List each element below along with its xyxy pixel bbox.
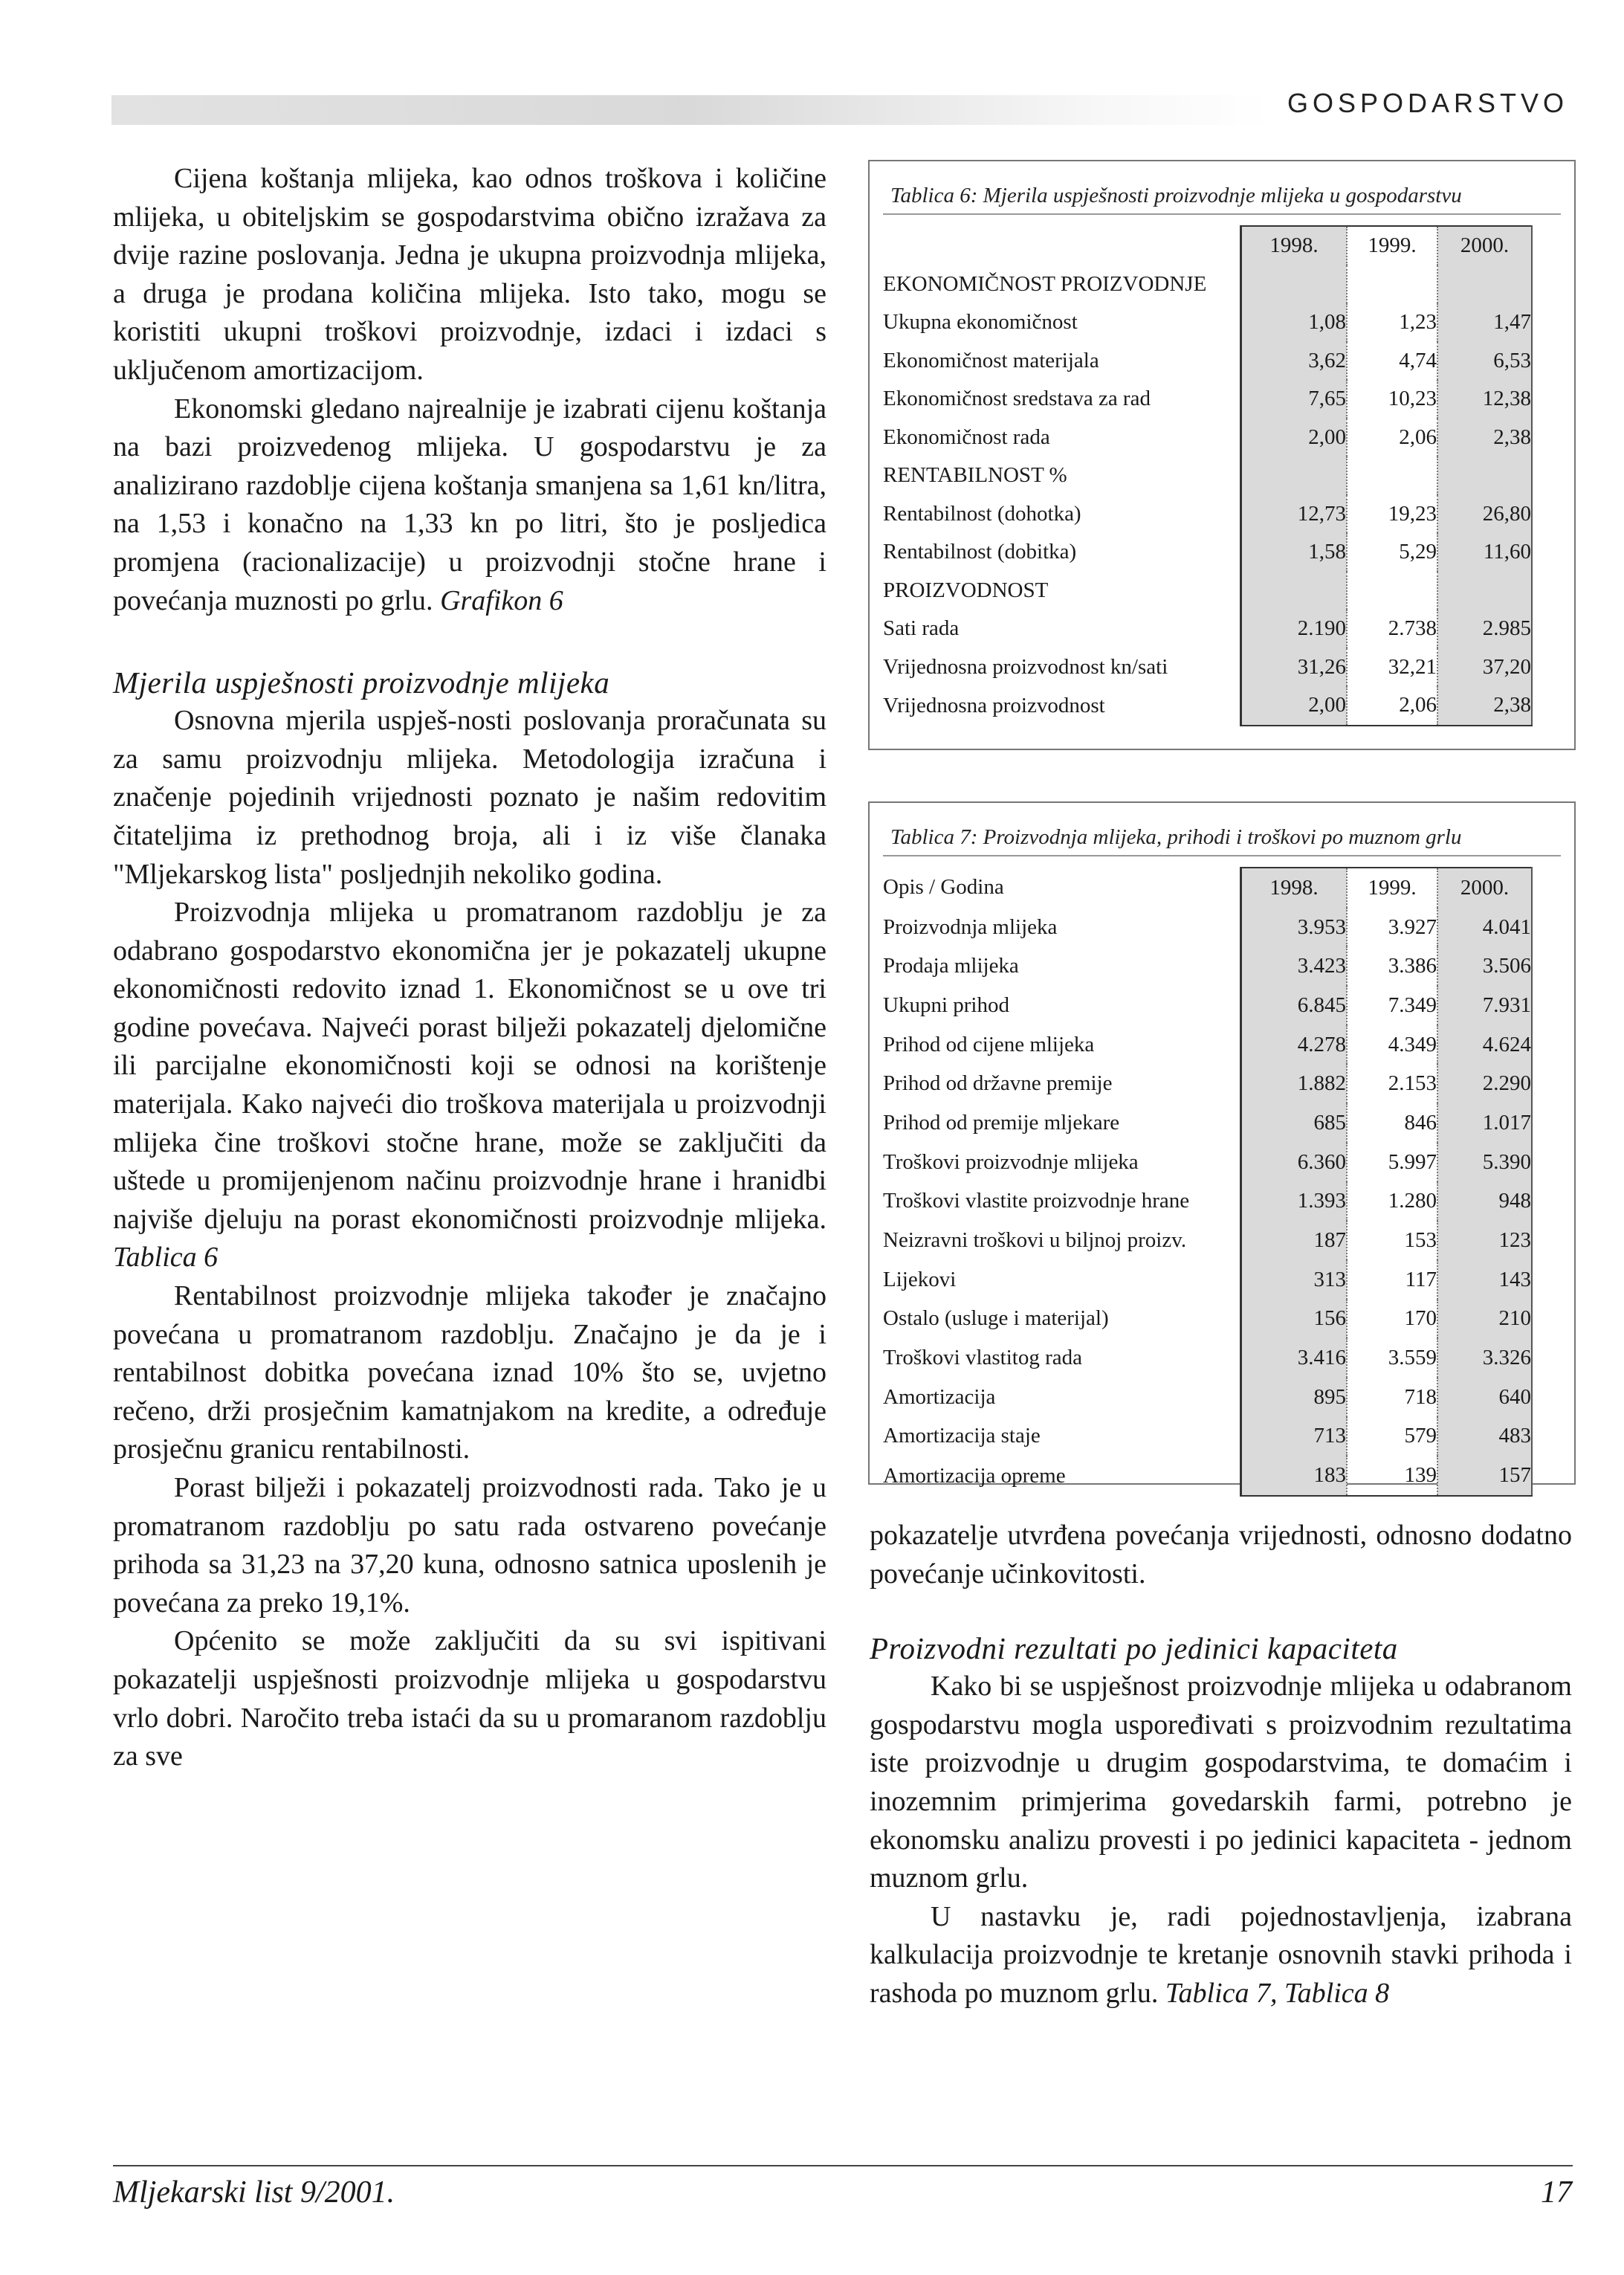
year-header: 1999. <box>1347 226 1437 265</box>
caption-divider <box>883 213 1561 215</box>
table-header-row <box>883 226 1532 265</box>
paragraph: Kako bi se uspješnost proizvodnje mlijeka u odabranom gospodarstvu mogla uspoređivati s proizvodnim rezultatima iste proizvodnje u drugim gospodarstvima, te domaćim i inozemnim primjerima govedarskih farmi, potrebno je ekonomsku analizu provesti i po jedinici kapaciteta - jednom muznom grlu. <box>870 1671 1572 1894</box>
table-row: Proizvodnja mlijeka 3.953 3.927 4.041 <box>883 908 1532 947</box>
paragraph <box>870 1898 1572 2013</box>
table-row: Amortizacija opreme 183 139 157 <box>883 1456 1532 1496</box>
journal-name: Mljekarski list 9/2001. <box>113 2175 395 2210</box>
table-7 <box>868 801 1576 1488</box>
table-6 <box>868 160 1576 750</box>
table-6-data <box>883 225 1533 726</box>
page-number: 17 <box>1541 2175 1572 2210</box>
header-label: Opis / Godina <box>883 875 1004 900</box>
section-heading: Mjerila uspješnosti proizvodnje mlijeka <box>113 665 610 700</box>
table-row: Neizravni troškovi u biljnoj proizv. 187 153 123 <box>883 1221 1532 1260</box>
table-row: Rentabilnost (dobitka) 1,58 5,29 11,60 <box>883 533 1532 572</box>
table-row: Ukupna ekonomičnost 1,08 1,23 1,47 <box>883 303 1532 342</box>
table-row: Prihod od cijene mlijeka 4.278 4.349 4.624 <box>883 1025 1532 1065</box>
table-row: Vrijednosna proizvodnost kn/sati 31,26 32,21 37,20 <box>883 648 1532 687</box>
table-caption: Tablica 7: Proizvodnja mlijeka, prihodi i troškovi po muznom grlu <box>890 825 1462 849</box>
year-header: 1998. <box>1241 868 1348 908</box>
table-reference: Tablica 7, Tablica 8 <box>1165 1977 1390 2009</box>
caption-divider <box>883 855 1561 856</box>
year-header: 2000. <box>1437 868 1532 908</box>
paragraph-text: U nastavku je, radi pojednostavljenja, izabrana kalkulacija proizvodnje te kretanje osnovnih stavki prihoda i rashoda po muznom grlu. <box>870 1900 1572 2009</box>
table-row: Ekonomičnost materijala 3,62 4,74 6,53 <box>883 342 1532 381</box>
paragraph: Osnovna mjerila uspješ-nosti poslovanja proračunata su za samu proizvodnju mlijeka. Metodologija izračuna i značenje pojedinih vrijednosti poznato je našim redovitim čitateljima iz prethodnog broja, ali i iz više članaka "Mljekarskog lista" posljednjih nekoliko godina. <box>113 705 826 890</box>
table-row: Troškovi proizvodnje mlijeka 6.360 5.997 5.390 <box>883 1143 1532 1182</box>
paragraph: Cijena koštanja mlijeka, kao odnos troškova i količine mlijeka, u obiteljskim se gospodarstvima obično izražava za dvije razine poslovanja. Jedna je ukupna proizvodnja mlijeka, a druga je prodana količina mlijeka. Isto tako, mogu se koristiti ukupni troškovi proizvodnje, izdaci i izdaci s uključenom amortizacijom. <box>113 163 826 386</box>
section-heading: Proizvodni rezultati po jedinici kapaciteta <box>870 1631 1398 1666</box>
table-row: PROIZVODNOST <box>883 572 1532 610</box>
table-row: Vrijednosna proizvodnost 2,00 2,06 2,38 <box>883 686 1532 726</box>
table-row: Ostalo (usluge i materijal) 156 170 210 <box>883 1300 1532 1339</box>
table-row: Troškovi vlastitog rada 3.416 3.559 3.326 <box>883 1338 1532 1378</box>
table-row: Sati rada 2.190 2.738 2.985 <box>883 610 1532 648</box>
table-reference: Tablica 6 <box>113 1242 219 1274</box>
table-row: EKONOMIČNOST PROIZVODNJE <box>883 265 1532 304</box>
table-row: Prihod od državne premije 1.882 2.153 2.290 <box>883 1064 1532 1103</box>
section-title: GOSPODARSTVO <box>1287 88 1568 118</box>
paragraph: pokazatelje utvrđena povećanja vrijednosti, odnosno dodatno povećanje učinkovitosti. <box>870 1520 1572 1590</box>
table-row: Amortizacija 895 718 640 <box>883 1378 1532 1417</box>
table-row: Rentabilnost (dohotka) 12,73 19,23 26,80 <box>883 495 1532 534</box>
right-column <box>870 1517 1572 2013</box>
footer-divider <box>113 2165 1573 2166</box>
table-row: Ukupni prihod 6.845 7.349 7.931 <box>883 986 1532 1025</box>
table-row: Ekonomičnost sredstava za rad 7,65 10,23 12,38 <box>883 380 1532 419</box>
table-row: RENTABILNOST % <box>883 456 1532 495</box>
paragraph: Porast bilježi i pokazatelj proizvodnosti rada. Tako je u promatranom razdoblju po satu rada ostvareno povećanje prihoda sa 31,23 na 37,20 kuna, odnosno satnica uposlenih je povećana za preko 19,1%. <box>113 1472 826 1619</box>
paragraph <box>113 894 826 1277</box>
table-header-row <box>883 868 1532 908</box>
table-row: Lijekovi 313 117 143 <box>883 1260 1532 1300</box>
table-row: Troškovi vlastite proizvodnje hrane 1.393 1.280 948 <box>883 1182 1532 1222</box>
paragraph-text: Proizvodnja mlijeka u promatranom razdoblju je za odabrano gospodarstvo ekonomična jer je pokazatelj ukupne ekonomičnosti redovito iznad 1. Ekonomičnost se u ove tri godine povećava. Najveći porast bilježi pokazatelj djelomične ili parcijalne ekonomičnosti koji se odnosi na korištenje materijala. Kako najveći dio troškova materijala u proizvodnji mlijeka čine troškovi stočne hrane, može se zaključiti da uštede u promijenjenom načinu proizvodnje hrane i hranidbi najviše djeluju na porast ekonomičnosti proizvodnje mlijeka. <box>113 897 826 1235</box>
left-column <box>113 160 826 1776</box>
table-7-data <box>883 867 1533 1497</box>
paragraph <box>113 390 826 621</box>
table-row: Prihod od premije mljekare 685 846 1.017 <box>883 1103 1532 1143</box>
paragraph: Rentabilnost proizvodnje mlijeka također je značajno povećana u promatranom razdoblju. Značajno je da je i rentabilnost dobitka povećana iznad 10% što se, uvjetno rečeno, drži prosječnim kamatnjakom na kredite, a određuje prosječnu granicu rentabilnosti. <box>113 1280 826 1465</box>
year-header: 1999. <box>1347 868 1437 908</box>
table-row: Prodaja mlijeka 3.423 3.386 3.506 <box>883 946 1532 986</box>
table-caption: Tablica 6: Mjerila uspješnosti proizvodnje mlijeka u gospodarstvu <box>890 184 1462 207</box>
table-row: Amortizacija staje 713 579 483 <box>883 1417 1532 1456</box>
figure-reference: Grafikon 6 <box>440 584 563 616</box>
header-band <box>111 95 1271 125</box>
year-header: 1998. <box>1241 226 1348 265</box>
year-header: 2000. <box>1437 226 1532 265</box>
table-row: Ekonomičnost rada 2,00 2,06 2,38 <box>883 419 1532 457</box>
paragraph: Općenito se može zaključiti da su svi ispitivani pokazatelji uspješnosti proizvodnje mlijeka u gospodarstvu vrlo dobri. Naročito treba istaći da su u promaranom razdoblju za sve <box>113 1625 826 1772</box>
paragraph-text: Ekonomski gledano najrealnije je izabrati cijenu koštanja na bazi proizvedenog mlijeka. U gospodarstvu je za analizirano razdoblje cijena koštanja smanjena sa 1,61 kn/litra, na 1,53 i konačno na 1,33 kn po litri, što je posljedica promjena (racionalizacije) u proizvodnji stočne hrane i povećanja muznosti po grlu. <box>113 393 826 616</box>
